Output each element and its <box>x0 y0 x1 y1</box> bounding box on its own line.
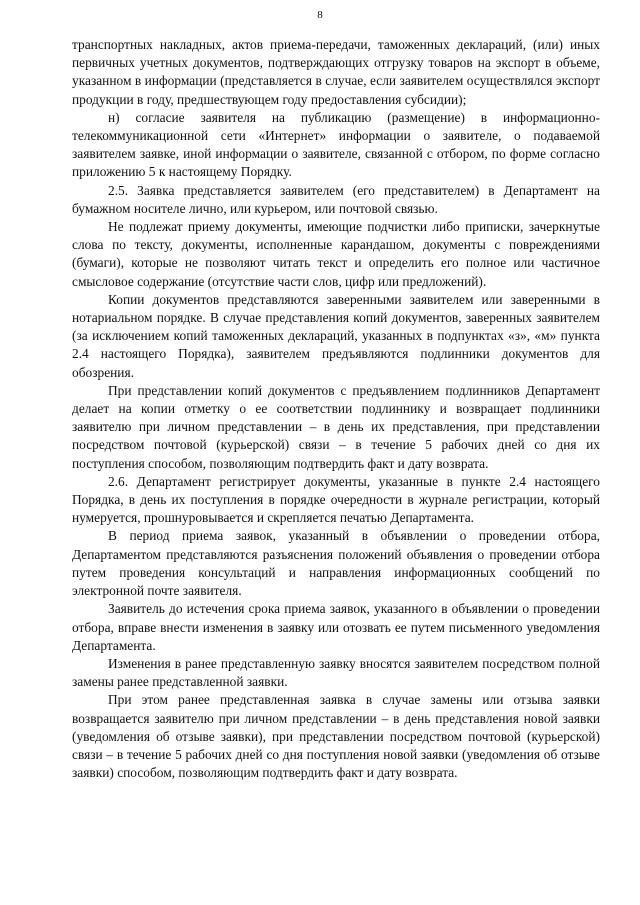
paragraph-changes-withdrawal: Заявитель до истечения срока приема заявок, указанного в объявлении о проведении отбора, вправе внести изменения в заявку или отозвать ее путем письменного уведомления Департамента. <box>72 601 600 653</box>
paragraph-originals-return: При представлении копий документов с предъявлением подлинников Департамент делает на копии отметку о ее соответствии подлиннику и возвращает подлинники заявителю при личном представлении – в день их представления, при представлении посредством почтовой (курьерской) связи – в течение 5 рабочих дней со дня их поступления способом, позволяющим подтвердить факт и дату возврата. <box>72 382 600 471</box>
document-body <box>72 36 600 782</box>
paragraph-rejection-rules: Не подлежат приему документы, имеющие подчистки либо приписки, зачеркнутые слова по тексту, документы, исполненные карандашом, документы с повреждениями (бумаги), которые не позволяют читать текст и определить его полное или частичное смысловое содержание (отсутствие части слов, цифр или предложений). <box>72 219 600 289</box>
paragraph-2-6: 2.6. Департамент регистрирует документы, указанные в пункте 2.4 настоящего Порядка, в день их поступления в порядке очередности в журнале регистрации, который нумеруется, прошнуровывается и скрепляется печатью Департамента. <box>72 473 600 526</box>
paragraph-full-replacement: Изменения в ранее представленную заявку вносятся заявителем посредством полной замены ранее представленной заявки. <box>72 655 600 690</box>
paragraph-2-5: 2.5. Заявка представляется заявителем (его представителем) в Департамент на бумажном носителе лично, или курьером, или почтовой связью. <box>72 182 600 216</box>
paragraph-return-of-application: При этом ранее представленная заявка в случае замены или отзыва заявки возвращается заявителю при личном представлении – в день представления новой заявки (уведомления об отзыве заявки), при представлении посредством почтовой (курьерской) связи – в течение 5 рабочих дней со дня поступления новой заявки (уведомления об отзыве заявки) способом, позволяющим подтвердить факт и дату возврата. <box>72 692 600 781</box>
paragraph-item-n: н) согласие заявителя на публикацию (размещение) в информационно-телекоммуникационной сети «Интернет» информации о заявителе, о подаваемой заявителем заявке, иной информации о заявителе, связанной с отбором, по форме согласно приложению 5 к настоящему Порядку. <box>72 109 600 180</box>
paragraph-continuation: транспортных накладных, актов приема-передачи, таможенных деклараций, (или) иных первичных учетных документов, подтверждающих отгрузку товаров на экспорт в объеме, указанном в информации (представляется в случае, если заявителем осуществлялся экспорт продукции в году, предшествующем году предоставления субсидии); <box>72 37 600 107</box>
paragraph-copies: Копии документов представляются заверенными заявителем или заверенными в нотариальном порядке. В случае представления копий документов, заверенных заявителем (за исключением копий таможенных деклараций, указанных в подпунктах «з», «м» пункта 2.4 настоящего Порядка), заявителем предъявляются подлинники документов для обозрения. <box>72 291 600 380</box>
paragraph-consultations: В период приема заявок, указанный в объявлении о проведении отбора, Департаментом представляются разъяснения положений объявления о проведении отбора путем проведения консультаций и направления информационных сообщений по электронной почте заявителя. <box>72 528 600 599</box>
page-number: 8 <box>317 9 323 21</box>
